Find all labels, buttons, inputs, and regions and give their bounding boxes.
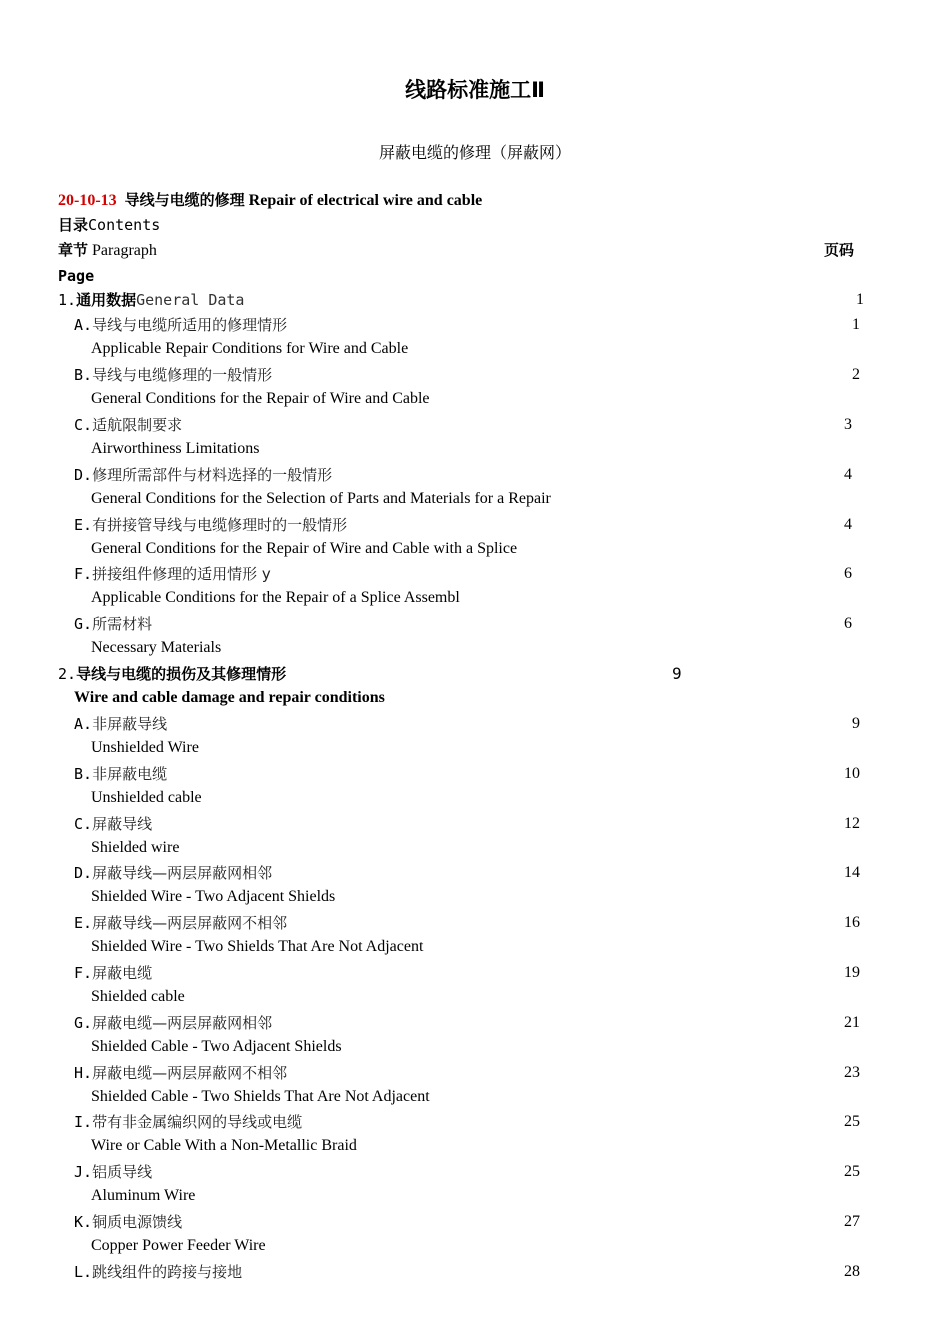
page-number: 14 [844, 864, 860, 881]
page-number: 4 [844, 516, 852, 533]
item-title-zh: 导线与电缆修理的一般情形 [92, 366, 273, 384]
item-title-en: Applicable Conditions for the Repair of a Splice Assembl [91, 589, 460, 606]
item-letter: E. [74, 914, 93, 932]
item-title-zh: 适航限制要求 [92, 416, 183, 434]
toc-item [74, 1013, 272, 1034]
toc-item [74, 1212, 182, 1233]
toc-item [74, 515, 347, 536]
item-title-zh: 屏蔽导线 [92, 815, 153, 833]
toc-item [74, 1112, 302, 1133]
page-number: 1 [852, 316, 860, 333]
item-letter: C. [74, 815, 93, 833]
item-letter: B. [74, 366, 93, 384]
page-number: 25 [844, 1113, 860, 1130]
item-letter: H. [74, 1064, 93, 1082]
section-title-zh: 通用数据 [76, 291, 137, 309]
item-title-en: Aluminum Wire [91, 1187, 196, 1204]
page-number: 28 [844, 1263, 860, 1280]
page-number: 3 [844, 416, 852, 433]
item-title-zh: 非屏蔽导线 [92, 715, 168, 733]
item-title-en: Airworthiness Limitations [91, 440, 260, 457]
page-number: 21 [844, 1014, 860, 1031]
contents-label-zh: 目录 [58, 216, 89, 234]
paragraph-label [58, 240, 157, 261]
item-title-en: Shielded Wire - Two Adjacent Shields [91, 888, 336, 905]
item-letter: G. [74, 615, 93, 633]
item-title-zh: 屏蔽导线—两层屏蔽网相邻 [92, 864, 273, 882]
page-number: 9 [672, 664, 682, 683]
toc-item [74, 614, 152, 635]
toc-item [74, 1162, 152, 1183]
toc-item [74, 913, 287, 934]
item-title-en: Shielded Cable - Two Adjacent Shields [91, 1038, 342, 1055]
page-number: 16 [844, 914, 860, 931]
chapter-title-en: Repair of electrical wire and cable [248, 192, 483, 209]
toc-item [74, 714, 167, 735]
item-title-zh: 铜质电源馈线 [92, 1213, 183, 1231]
item-letter: G. [74, 1014, 93, 1032]
item-title-zh: 非屏蔽电缆 [92, 765, 168, 783]
page-label-zh: 页码 [824, 241, 855, 259]
page-title: 线路标准施工Ⅱ [405, 78, 545, 102]
paragraph-label-en: Paragraph [92, 242, 157, 259]
item-title-zh: 铝质导线 [92, 1163, 153, 1181]
page-number: 23 [844, 1064, 860, 1081]
item-title-en: Shielded Wire - Two Shields That Are Not Adjacent [91, 938, 424, 955]
item-letter: I. [74, 1113, 93, 1131]
item-title-zh: 所需材料 [92, 615, 153, 633]
item-letter: D. [74, 864, 93, 882]
item-title-zh: 拼接组件修理的适用情形 y [92, 565, 271, 583]
toc-item [74, 863, 272, 884]
section-title-zh: 导线与电缆的损伤及其修理情形 [76, 665, 287, 683]
page-number: 19 [844, 964, 860, 981]
item-title-en: Necessary Materials [91, 639, 222, 656]
item-letter: B. [74, 765, 93, 783]
toc-item [74, 764, 167, 785]
chapter-title-zh: 导线与电缆的修理 [124, 191, 245, 209]
item-letter: J. [74, 1163, 93, 1181]
toc-item [74, 415, 182, 436]
section-number: 1. [58, 291, 77, 309]
page-subtitle: 屏蔽电缆的修理（屏蔽网） [378, 143, 571, 162]
page-number: 27 [844, 1213, 860, 1230]
chapter-code: 20-10-13 [58, 192, 117, 209]
toc-item [74, 814, 152, 835]
item-title-en: Wire or Cable With a Non-Metallic Braid [91, 1137, 357, 1154]
toc-item [74, 465, 332, 486]
item-title-en: Applicable Repair Conditions for Wire and Cable [91, 340, 409, 357]
item-letter: E. [74, 516, 93, 534]
item-letter: F. [74, 565, 93, 583]
toc-item [74, 564, 271, 585]
item-title-en: Shielded cable [91, 988, 185, 1005]
page-label-en: Page [58, 267, 95, 285]
item-letter: K. [74, 1213, 93, 1231]
item-title-zh: 跳线组件的跨接与接地 [92, 1263, 243, 1281]
page-number: 6 [844, 615, 852, 632]
toc-item [74, 963, 152, 984]
item-letter: D. [74, 466, 93, 484]
page-number: 25 [844, 1163, 860, 1180]
item-letter: A. [74, 715, 93, 733]
toc-item [74, 1063, 287, 1084]
item-title-zh: 有拼接管导线与电缆修理时的一般情形 [92, 516, 348, 534]
item-title-zh: 屏蔽导线—两层屏蔽网不相邻 [92, 914, 288, 932]
item-title-en: General Conditions for the Repair of Wire and Cable [91, 390, 430, 407]
page-number: 4 [844, 466, 852, 483]
item-letter: L. [74, 1263, 93, 1281]
item-title-zh: 带有非金属编织网的导线或电缆 [92, 1113, 303, 1131]
section-title-en: General Data [136, 291, 245, 309]
item-title-zh: 屏蔽电缆—两层屏蔽网不相邻 [92, 1064, 288, 1082]
item-title-zh: 屏蔽电缆 [92, 964, 153, 982]
page-number: 6 [844, 565, 852, 582]
item-letter: C. [74, 416, 93, 434]
page-number: 2 [852, 366, 860, 383]
item-title-zh: 导线与电缆所适用的修理情形 [92, 316, 288, 334]
item-letter: F. [74, 964, 93, 982]
item-title-zh: 屏蔽电缆—两层屏蔽网相邻 [92, 1014, 273, 1032]
section-heading [58, 290, 244, 311]
item-title-en: Copper Power Feeder Wire [91, 1237, 266, 1254]
item-title-en: General Conditions for the Repair of Wire and Cable with a Splice [91, 540, 518, 557]
item-title-en: General Conditions for the Selection of Parts and Materials for a Repair [91, 490, 551, 507]
item-title-zh: 修理所需部件与材料选择的一般情形 [92, 466, 333, 484]
item-title-en: Shielded Cable - Two Shields That Are Not Adjacent [91, 1088, 430, 1105]
item-title-en: Unshielded cable [91, 789, 202, 806]
section-title-en: Wire and cable damage and repair conditions [74, 689, 385, 706]
paragraph-label-zh: 章节 [58, 241, 89, 259]
section-number: 2. [58, 665, 77, 683]
toc-item [74, 1262, 242, 1283]
section-heading [58, 664, 286, 685]
page-number: 10 [844, 765, 860, 782]
item-title-en: Shielded wire [91, 839, 180, 856]
item-title-en: Unshielded Wire [91, 739, 199, 756]
page-number: 1 [856, 291, 864, 308]
contents-label [58, 215, 160, 236]
toc-item [74, 315, 287, 336]
toc-item [74, 365, 272, 386]
chapter-heading [58, 190, 482, 211]
page-number: 12 [844, 815, 860, 832]
item-letter: A. [74, 316, 93, 334]
contents-label-en: Contents [88, 216, 161, 234]
page-number: 9 [852, 715, 860, 732]
